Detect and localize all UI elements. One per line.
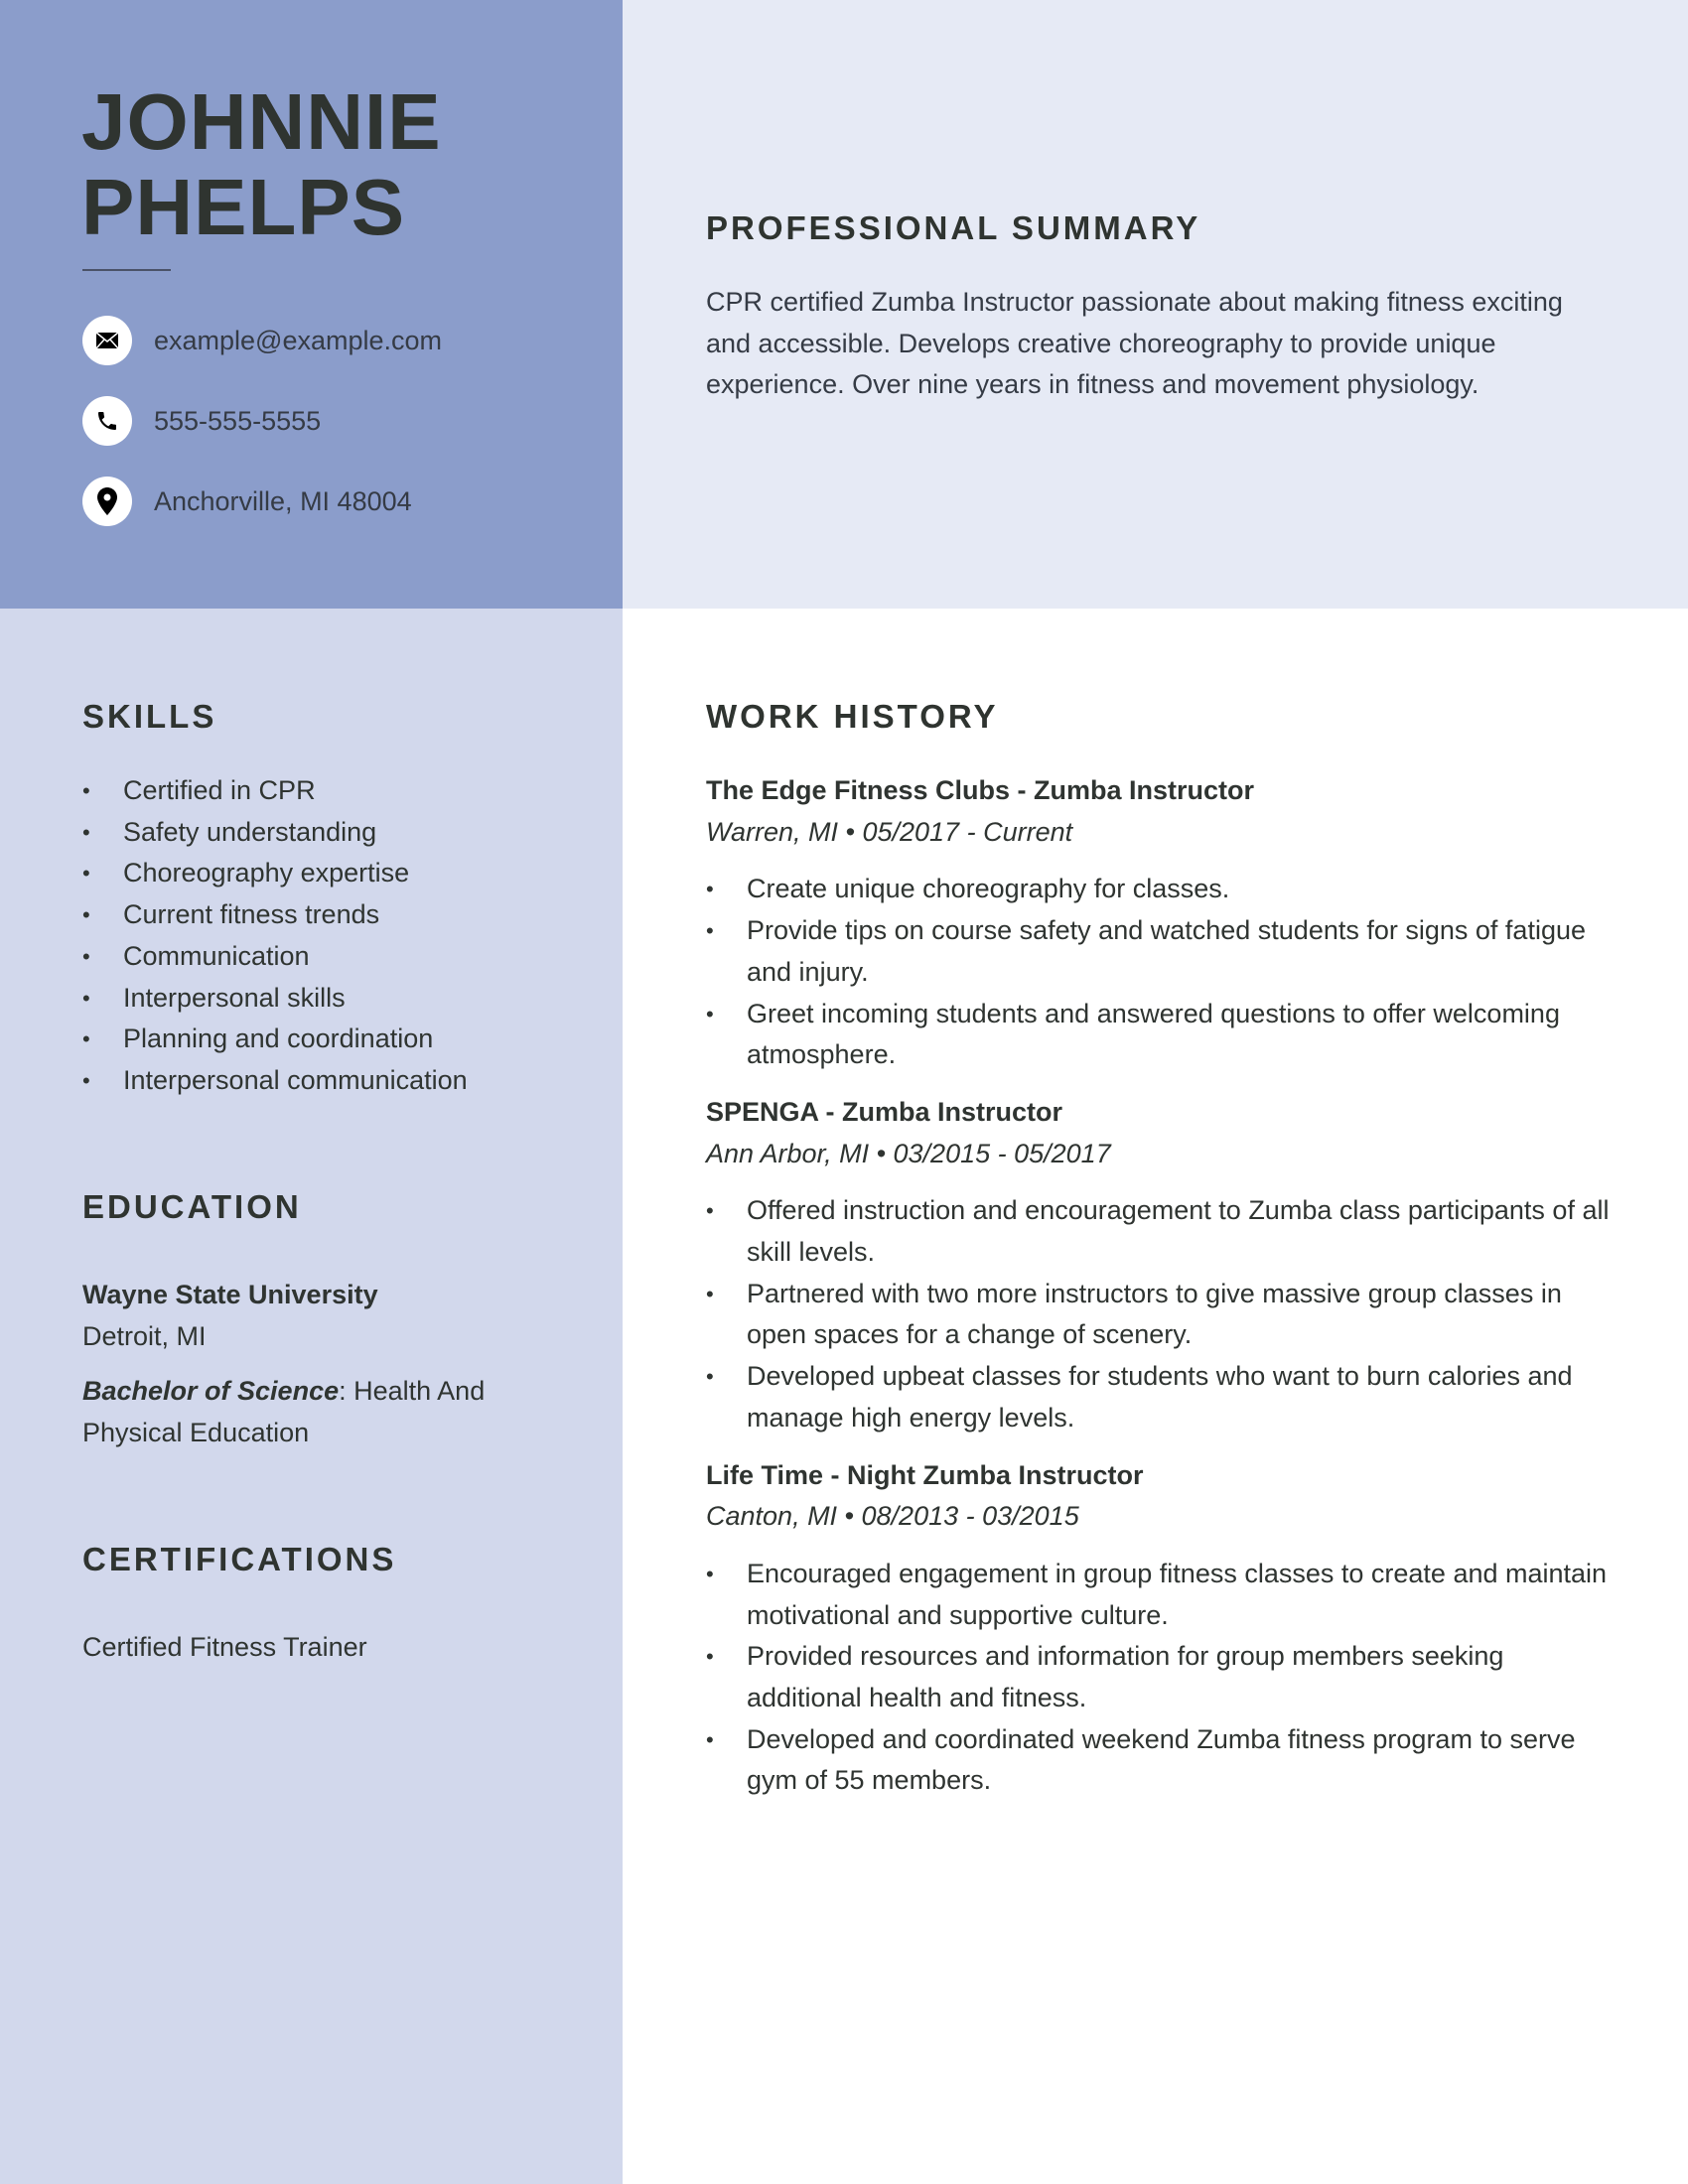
degree-field: : Health And Physical Education bbox=[82, 1376, 486, 1448]
address-text: Anchorville, MI 48004 bbox=[154, 485, 412, 516]
school-name: Wayne State University bbox=[82, 1280, 378, 1309]
skill-item: • Choreography expertise bbox=[82, 853, 599, 894]
contact-address bbox=[82, 477, 412, 526]
job-location-dates: Canton, MI • 08/2013 - 03/2015 bbox=[706, 1501, 1079, 1532]
skill-item: • Certified in CPR bbox=[82, 770, 599, 812]
phone-icon bbox=[82, 396, 132, 446]
job-title: Life Time - Night Zumba Instructor bbox=[706, 1459, 1144, 1490]
job-bullet: • Encouraged engagement in group fitness classes to create and maintain motivational and supportive culture. bbox=[706, 1554, 1615, 1636]
phone-text: 555-555-5555 bbox=[154, 405, 322, 436]
job-bullet: • Provided resources and information for group members seeking additional health and fitness. bbox=[706, 1636, 1615, 1718]
job-title: SPENGA - Zumba Instructor bbox=[706, 1096, 1063, 1127]
job-title: The Edge Fitness Clubs - Zumba Instructor bbox=[706, 775, 1255, 805]
job-bullets bbox=[706, 1190, 1615, 1438]
work-history-list bbox=[706, 770, 1615, 1818]
skill-item: • Communication bbox=[82, 936, 599, 978]
job-bullets bbox=[706, 1554, 1615, 1802]
job-entry bbox=[706, 770, 1615, 1076]
summary-heading: PROFESSIONAL SUMMARY bbox=[706, 209, 1201, 246]
job-entry bbox=[706, 1092, 1615, 1439]
job-bullet: • Create unique choreography for classes. bbox=[706, 869, 1615, 910]
job-location-dates: Warren, MI • 05/2017 - Current bbox=[706, 816, 1073, 847]
certifications-heading: CERTIFICATIONS bbox=[82, 1541, 397, 1577]
job-bullet: • Developed and coordinated weekend Zumba fitness program to serve gym of 55 members. bbox=[706, 1719, 1615, 1802]
job-bullets bbox=[706, 869, 1615, 1076]
degree bbox=[82, 1371, 549, 1453]
education-heading: EDUCATION bbox=[82, 1188, 302, 1225]
map-pin-icon bbox=[82, 477, 132, 526]
envelope-icon bbox=[82, 316, 132, 365]
last-name: PHELPS bbox=[81, 163, 406, 251]
skill-item: • Safety understanding bbox=[82, 812, 599, 854]
education-entry bbox=[82, 1275, 549, 1454]
skills-list bbox=[82, 770, 599, 1102]
job-bullet: • Provide tips on course safety and watched students for signs of fatigue and injury. bbox=[706, 910, 1615, 993]
skill-item: • Interpersonal skills bbox=[82, 978, 599, 1020]
email-text: example@example.com bbox=[154, 325, 443, 355]
job-bullet: • Partnered with two more instructors to give massive group classes in open spaces for a change of scenery. bbox=[706, 1274, 1615, 1356]
name-divider bbox=[82, 269, 171, 271]
candidate-name bbox=[81, 79, 442, 250]
skill-item: • Interpersonal communication bbox=[82, 1060, 599, 1102]
work-history-heading: WORK HISTORY bbox=[706, 698, 999, 735]
degree-name: Bachelor of Science bbox=[82, 1376, 340, 1407]
job-bullet: • Greet incoming students and answered questions to offer welcoming atmosphere. bbox=[706, 994, 1615, 1076]
contact-phone bbox=[82, 396, 321, 446]
skill-item: • Planning and coordination bbox=[82, 1019, 599, 1060]
school-location: Detroit, MI bbox=[82, 1320, 207, 1351]
contact-email bbox=[82, 316, 442, 365]
summary-text: CPR certified Zumba Instructor passionate about making fitness exciting and accessible. Develops creative choreography to provide unique experience. Over nine years in fitness and movement physiology. bbox=[706, 287, 1563, 400]
job-entry bbox=[706, 1455, 1615, 1803]
skill-item: • Current fitness trends bbox=[82, 894, 599, 936]
job-location-dates: Ann Arbor, MI • 03/2015 - 05/2017 bbox=[706, 1138, 1111, 1168]
skills-heading: SKILLS bbox=[82, 698, 217, 735]
job-bullet: • Offered instruction and encouragement to Zumba class participants of all skill levels. bbox=[706, 1190, 1615, 1273]
first-name: JOHNNIE bbox=[81, 77, 442, 166]
certification-item: Certified Fitness Trainer bbox=[82, 1632, 367, 1662]
job-bullet: • Developed upbeat classes for students who want to burn calories and manage high energy levels. bbox=[706, 1356, 1615, 1438]
